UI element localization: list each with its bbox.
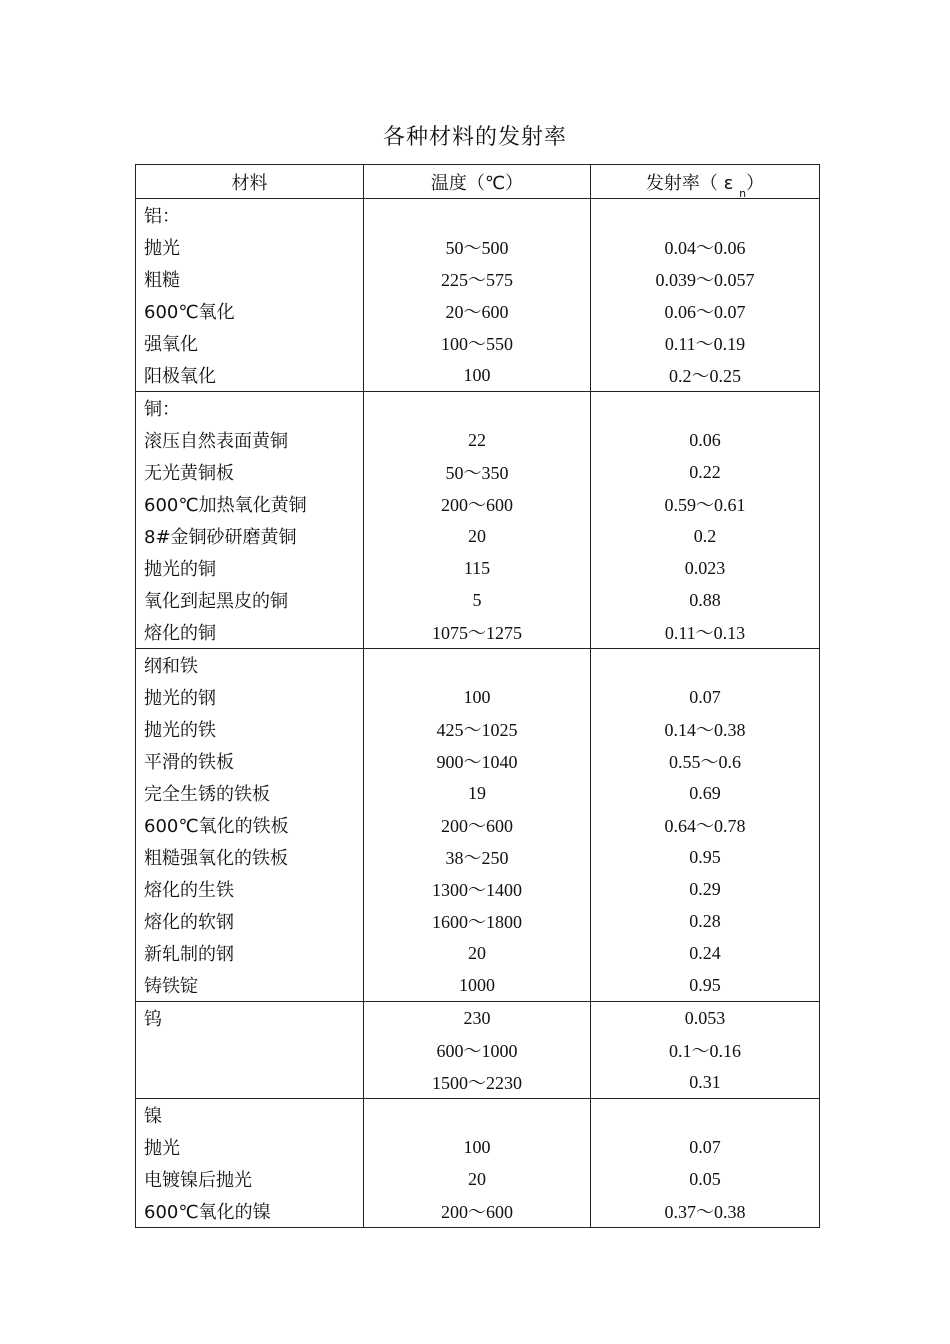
material-cell: 完全生锈的铁板 (136, 777, 364, 809)
temperature-cell: 20～600 (364, 295, 591, 327)
emissivity-cell: 0.06～0.07 (591, 295, 820, 327)
material-cell: 抛光 (136, 1131, 364, 1163)
temperature-cell: 38～250 (364, 841, 591, 873)
table-row (136, 969, 820, 1002)
table-row (136, 295, 820, 327)
temperature-cell: 1500～2230 (364, 1066, 591, 1099)
material-cell: 阳极氧化 (136, 359, 364, 392)
material-cell: 600℃氧化的镍 (136, 1195, 364, 1228)
table-row (136, 649, 820, 682)
header-emissivity-label: 发射率（ ε (645, 172, 740, 194)
emissivity-cell: 0.37～0.38 (591, 1195, 820, 1228)
temperature-cell: 100 (364, 359, 591, 392)
table-row (136, 841, 820, 873)
material-cell: 电镀镍后抛光 (136, 1163, 364, 1195)
material-cell: 铜： (136, 392, 364, 425)
emissivity-cell: 0.05 (591, 1163, 820, 1195)
material-cell (136, 1034, 364, 1066)
table-row (136, 1066, 820, 1099)
material-cell: 熔化的软钢 (136, 905, 364, 937)
emissivity-cell: 0.07 (591, 1131, 820, 1163)
table-row (136, 456, 820, 488)
emissivity-cell: 0.07 (591, 681, 820, 713)
temperature-cell (364, 649, 591, 682)
temperature-cell: 19 (364, 777, 591, 809)
temperature-cell: 115 (364, 552, 591, 584)
material-cell: 强氧化 (136, 327, 364, 359)
emissivity-cell: 0.22 (591, 456, 820, 488)
emissivity-table (135, 164, 820, 1228)
temperature-cell: 20 (364, 520, 591, 552)
table-row (136, 616, 820, 649)
table-row (136, 809, 820, 841)
temperature-cell (364, 392, 591, 425)
material-cell: 铝： (136, 199, 364, 232)
table-row (136, 392, 820, 425)
table-row (136, 327, 820, 359)
temperature-cell: 230 (364, 1002, 591, 1035)
emissivity-cell: 0.1～0.16 (591, 1034, 820, 1066)
material-cell (136, 1066, 364, 1099)
material-cell: 抛光的铁 (136, 713, 364, 745)
emissivity-cell: 0.28 (591, 905, 820, 937)
emissivity-cell: 0.95 (591, 969, 820, 1002)
table-row (136, 552, 820, 584)
emissivity-cell: 0.14～0.38 (591, 713, 820, 745)
temperature-cell: 200～600 (364, 809, 591, 841)
header-emissivity (591, 165, 820, 199)
emissivity-cell: 0.59～0.61 (591, 488, 820, 520)
emissivity-cell (591, 199, 820, 232)
table-row (136, 777, 820, 809)
temperature-cell: 22 (364, 424, 591, 456)
emissivity-cell: 0.24 (591, 937, 820, 969)
material-cell: 8#金铜砂研磨黄铜 (136, 520, 364, 552)
emissivity-cell: 0.04～0.06 (591, 231, 820, 263)
table-row (136, 199, 820, 232)
header-emissivity-close: ） (746, 172, 765, 194)
table-row (136, 488, 820, 520)
material-cell: 600℃氧化 (136, 295, 364, 327)
emissivity-cell: 0.06 (591, 424, 820, 456)
temperature-cell: 225～575 (364, 263, 591, 295)
emissivity-cell: 0.88 (591, 584, 820, 616)
material-cell: 新轧制的钢 (136, 937, 364, 969)
material-cell: 熔化的生铁 (136, 873, 364, 905)
material-cell: 铸铁锭 (136, 969, 364, 1002)
temperature-cell: 20 (364, 1163, 591, 1195)
emissivity-cell: 0.31 (591, 1066, 820, 1099)
emissivity-cell (591, 1099, 820, 1132)
emissivity-cell: 0.053 (591, 1002, 820, 1035)
temperature-cell: 5 (364, 584, 591, 616)
table-row (136, 263, 820, 295)
material-cell: 熔化的铜 (136, 616, 364, 649)
table-row (136, 713, 820, 745)
header-emissivity-subscript: n (739, 186, 747, 200)
emissivity-cell: 0.2 (591, 520, 820, 552)
emissivity-cell: 0.29 (591, 873, 820, 905)
emissivity-cell: 0.023 (591, 552, 820, 584)
temperature-cell: 200～600 (364, 1195, 591, 1228)
table-row (136, 937, 820, 969)
material-cell: 600℃加热氧化黄铜 (136, 488, 364, 520)
temperature-cell: 50～350 (364, 456, 591, 488)
table-row (136, 1163, 820, 1195)
emissivity-cell: 0.11～0.13 (591, 616, 820, 649)
temperature-cell: 1600～1800 (364, 905, 591, 937)
temperature-cell: 900～1040 (364, 745, 591, 777)
table-row (136, 359, 820, 392)
material-cell: 镍 (136, 1099, 364, 1132)
material-cell: 600℃氧化的铁板 (136, 809, 364, 841)
temperature-cell (364, 199, 591, 232)
material-cell: 平滑的铁板 (136, 745, 364, 777)
material-cell: 粗糙 (136, 263, 364, 295)
material-cell: 抛光的铜 (136, 552, 364, 584)
material-group (136, 649, 820, 1002)
material-cell: 粗糙强氧化的铁板 (136, 841, 364, 873)
emissivity-cell: 0.11～0.19 (591, 327, 820, 359)
temperature-cell: 425～1025 (364, 713, 591, 745)
material-cell: 氧化到起黑皮的铜 (136, 584, 364, 616)
temperature-cell: 1075～1275 (364, 616, 591, 649)
material-group (136, 1099, 820, 1228)
emissivity-cell: 0.69 (591, 777, 820, 809)
table-row (136, 1131, 820, 1163)
emissivity-cell: 0.55～0.6 (591, 745, 820, 777)
material-cell: 纲和铁 (136, 649, 364, 682)
header-material: 材料 (136, 165, 364, 199)
temperature-cell: 100 (364, 1131, 591, 1163)
material-group (136, 1002, 820, 1099)
table-row (136, 873, 820, 905)
table-row (136, 1099, 820, 1132)
temperature-cell: 50～500 (364, 231, 591, 263)
table-row (136, 745, 820, 777)
material-cell: 抛光 (136, 231, 364, 263)
temperature-cell: 1300～1400 (364, 873, 591, 905)
emissivity-cell: 0.039～0.057 (591, 263, 820, 295)
table-header (136, 165, 820, 199)
temperature-cell: 600～1000 (364, 1034, 591, 1066)
emissivity-cell: 0.95 (591, 841, 820, 873)
table-row (136, 424, 820, 456)
header-row (136, 165, 820, 199)
table-row (136, 1034, 820, 1066)
table-row (136, 1195, 820, 1228)
temperature-cell: 1000 (364, 969, 591, 1002)
table-row (136, 231, 820, 263)
temperature-cell (364, 1099, 591, 1132)
table-row (136, 1002, 820, 1035)
table-row (136, 905, 820, 937)
emissivity-cell (591, 649, 820, 682)
temperature-cell: 200～600 (364, 488, 591, 520)
emissivity-cell: 0.64～0.78 (591, 809, 820, 841)
material-cell: 抛光的钢 (136, 681, 364, 713)
temperature-cell: 20 (364, 937, 591, 969)
material-group (136, 392, 820, 649)
material-group (136, 199, 820, 392)
material-cell: 滚压自然表面黄铜 (136, 424, 364, 456)
table-row (136, 681, 820, 713)
material-cell: 钨 (136, 1002, 364, 1035)
table-row (136, 520, 820, 552)
temperature-cell: 100～550 (364, 327, 591, 359)
header-temperature: 温度（℃） (364, 165, 591, 199)
temperature-cell: 100 (364, 681, 591, 713)
emissivity-cell (591, 392, 820, 425)
emissivity-cell: 0.2～0.25 (591, 359, 820, 392)
material-cell: 无光黄铜板 (136, 456, 364, 488)
document-title: 各种材料的发射率 (382, 125, 567, 150)
table-row (136, 584, 820, 616)
